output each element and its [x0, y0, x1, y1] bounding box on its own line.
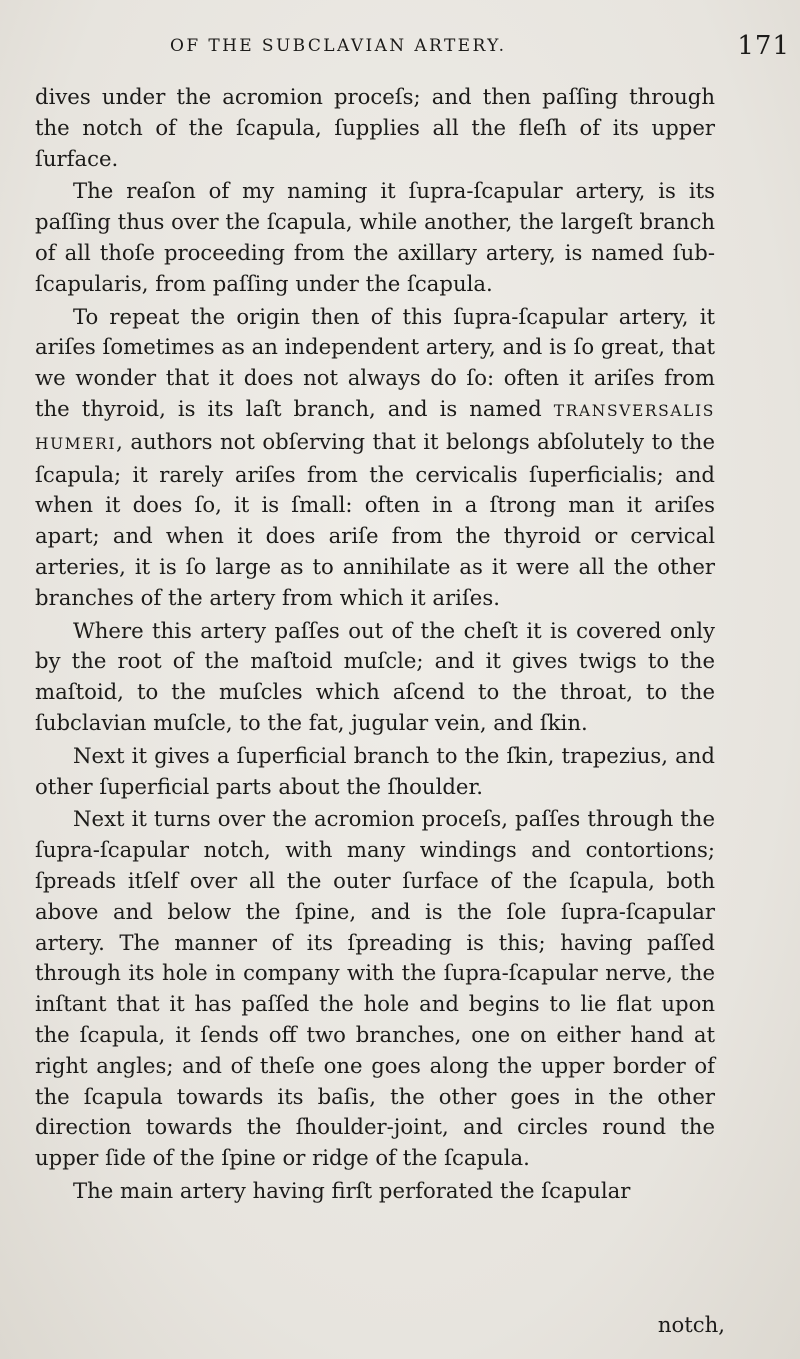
- paragraph-origin-text-after: , authors not obſerving that it belongs abſolutely to the ſcapula; it rarely ariſes from the cervicalis ſuperficialis; and when it does ſo, it is ſmall: often in a ſtrong man it ariſes apart; and when it does ariſe from the thyroid or cervical arteries, it is ſo large as to annihilate as it were all the other branches of the artery from which it ariſes.: [35, 428, 715, 610]
- running-head: OF THE SUBCLAVIAN ARTERY.: [170, 36, 507, 56]
- paragraph-naming-reason: The reaſon of my naming it ſupra-ſcapular artery, is its paſſing thus over the ſcapula, while another, the largeſt branch of all thoſe proceeding from the axillary artery, is named ſub-ſcapularis, from paſſing under the ſcapula.: [35, 178, 715, 296]
- body-text: [35, 82, 715, 1207]
- paragraph-origin-text-before: To repeat the origin then of this ſupra-ſcapular artery, it ariſes ſometimes as an independent artery, and is ſo great, that we wonder that it does not always do ſo: often it ariſes from the thyroid, is its laſt branch, and is named: [35, 303, 715, 421]
- term-transversalis-humeri: TRANSVERSALIS HUMERI: [35, 401, 715, 453]
- paragraph-exit-from-chest: Where this artery paſſes out of the cheſt it is covered only by the root of the maſtoid muſcle; and it gives twigs to the maſtoid, to the muſcles which aſcend to the throat, to the ſubclavian muſcle, to the fat, jugular vein, and ſkin.: [35, 617, 715, 735]
- paragraph-continuation: dives under the acromion proceſs; and then paſſing through the notch of the ſcapula, ſupplies all the fleſh of its upper ſurface.: [35, 84, 715, 171]
- page-number: 171: [737, 31, 790, 61]
- paragraph-superficial-branch: Next it gives a ſuperficial branch to the ſkin, trapezius, and other ſuperficial parts about the ſhoulder.: [35, 742, 715, 799]
- paragraph-origin: [35, 302, 715, 614]
- paragraph-main-artery: The main artery having firſt perforated the ſcapular: [73, 1177, 631, 1203]
- catchword: notch,: [657, 1312, 725, 1337]
- paragraph-acromion-course: Next it turns over the acromion proceſs, paſſes through the ſupra-ſcapular notch, with many windings and contortions; ſpreads itſelf over all the outer ſurface of the ſcapula, both above and below the ſpine, and is the ſole ſupra-ſcapular artery. The manner of its ſpreading is this; having paſſed through its hole in company with the ſupra-ſcapular nerve, the inſtant that it has paſſed the hole and begins to lie flat upon the ſcapula, it ſends off two branches, one on either hand at right angles; and of theſe one goes along the upper border of the ſcapula towards its baſis, the other goes in the other direction towards the ſhoulder-joint, and circles round the upper ſide of the ſpine or ridge of the ſcapula.: [35, 806, 715, 1171]
- page-header: [35, 30, 790, 82]
